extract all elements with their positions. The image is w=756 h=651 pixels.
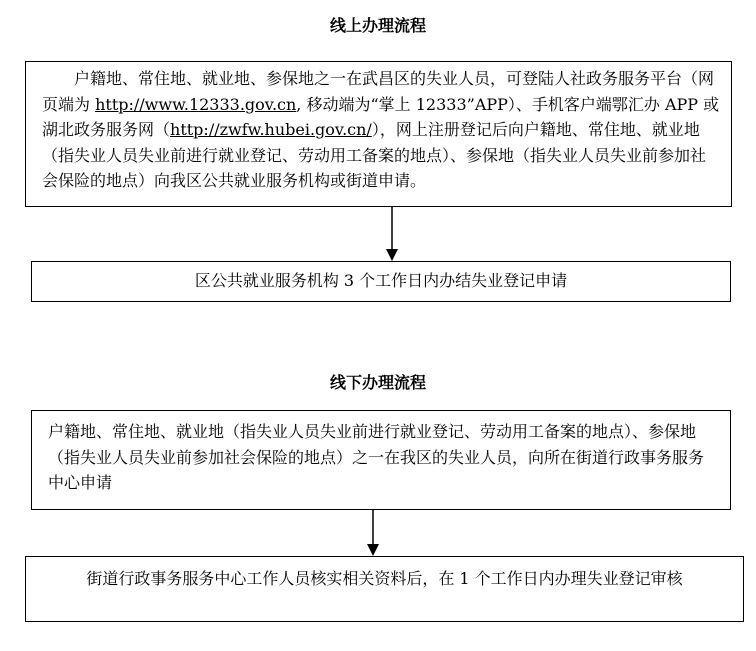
online-step2-text: 区公共就业服务机构 3 个工作日内办结失业登记申请 [194,271,568,290]
online-step2-box [31,261,731,302]
offline-step1-text: 户籍地、常住地、就业地（指失业人员失业前进行就业登记、劳动用工备案的地点）、参保地（指失业人员失业前参加社会保险的地点）之一在我区的失业人员，向所在街道行政事务服务中心申请 [48,422,705,492]
online-step1-text-part3: ），网上注册登记后向户籍地、常住地、就业地（指失业人员失业前进行就业登记、劳动用工备案的地点）、参保地（指失业人员失业前参加社会保险的地点）向我区公共就业服务机构或街道申请。 [42,120,707,190]
online-step1-text-part1: 户籍地、常住地、就业地、参保地之一在武昌区的失业人员，可登陆人社政务服务平台（网页端为 [42,69,715,114]
offline-flow-arrow [364,510,382,556]
online-step1-box [25,61,732,207]
hubei-service-link[interactable]: http://zwfw.hubei.gov.cn/ [170,120,372,139]
online-flow-arrow [383,207,401,261]
online-step1-text [42,66,721,194]
offline-process-title: 线下办理流程 [329,373,426,392]
website-link[interactable]: http://www.12333.gov.cn [95,94,297,114]
online-process-title: 线上办理流程 [329,16,426,35]
offline-step1-box [31,410,731,510]
offline-step2-text: 街道行政事务服务中心工作人员核实相关资料后，在 1 个工作日内办理失业登记审核 [86,569,683,588]
online-step1-text-part2: , 移动端为“掌上 12333”APP）、手机客户端鄂汇办 APP 或湖北政务服务网（ [42,94,720,139]
offline-step2-box [25,556,744,622]
